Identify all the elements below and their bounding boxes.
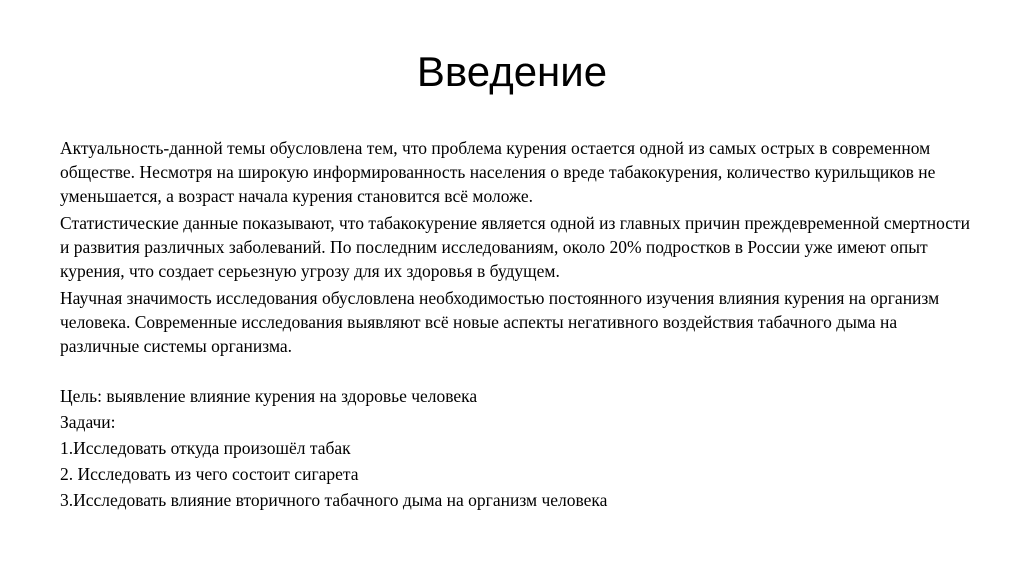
- intro-paragraph: Актуальность-данной темы обусловлена тем, что проблема курения остается одной из самых острых в современном обществе. Несмотря на широкую информированность населения о вреде табакокурения, количество курильщиков не уменьшается, а возраст начала курения становится всё моложе.: [60, 138, 936, 206]
- task-item: 1.Исследовать откуда произошёл табак: [60, 438, 351, 458]
- task-item: 2. Исследовать из чего состоит сигарета: [60, 464, 359, 484]
- significance-paragraph: Научная значимость исследования обусловлена необходимостью постоянного изучения влияния курения на организм человека. Современные исследования выявляют всё новые аспекты негативного воздействия табачного дыма на различные системы организма.: [60, 288, 940, 356]
- goal-text: Цель: выявление влияние курения на здоровье человека: [60, 386, 478, 406]
- slide-content: [60, 136, 980, 514]
- tasks-label: Задачи:: [60, 412, 116, 432]
- statistics-paragraph: Статистические данные показывают, что табакокурение является одной из главных причин преждевременной смертности и развития различных заболеваний. По последним исследованиям, около 20% подростков в России уже имеют опыт курения, что создает серьезную угрозу для их здоровья в будущем.: [60, 213, 971, 281]
- task-item: 3.Исследовать влияние вторичного табачного дыма на организм человека: [60, 490, 608, 510]
- goal-section: [60, 384, 980, 512]
- slide-title: Введение: [416, 48, 608, 95]
